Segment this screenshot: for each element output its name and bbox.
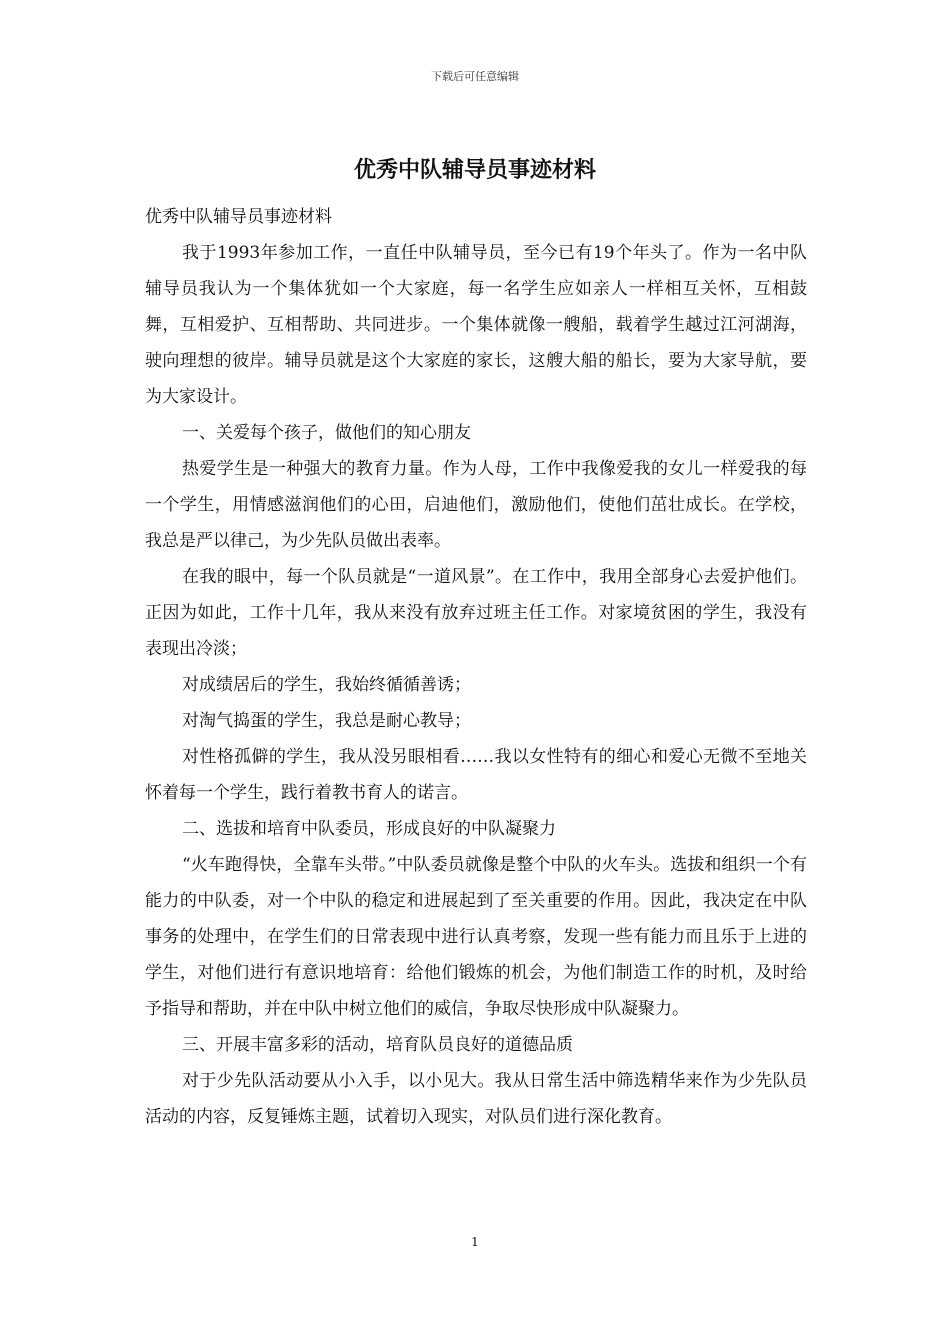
paragraph-intro: 我于1993年参加工作，一直任中队辅导员，至今已有19个年头了。作为一名中队辅导员我认为一个集体犹如一个大家庭，每一名学生应如亲人一样相互关怀，互相鼓舞，互相爱护、互相帮助、共同进步。一个集体就像一艘船，载着学生越过江河湖海，驶向理想的彼岸。辅导员就是这个大家庭的家长，这艘大船的船长，要为大家导航，要为大家设计。 (145, 243, 807, 407)
section-heading-3: 三、开展丰富多彩的活动，培育队员良好的道德品质 (182, 1035, 573, 1055)
document-subtitle: 优秀中队辅导员事迹材料 (145, 207, 332, 227)
paragraph-lonely: 对性格孤僻的学生，我从没另眼相看……我以女性特有的细心和爱心无微不至地关怀着每一个学生，践行着教书育人的诺言。 (145, 747, 807, 803)
section-heading-2: 二、选拔和培育中队委员，形成良好的中队凝聚力 (182, 819, 556, 839)
paragraph-grades: 对成绩居后的学生，我始终循循善诱； (182, 675, 471, 695)
paragraph-committee: “火车跑得快，全靠车头带。”中队委员就像是整个中队的火车头。选拔和组织一个有能力的中队委，对一个中队的稳定和进展起到了至关重要的作用。因此，我决定在中队事务的处理中，在学生们的日常表现中进行认真考察，发现一些有能力而且乐于上进的学生，对他们进行有意识地培育：给他们锻炼的机会，为他们制造工作的时机，及时给予指导和帮助，并在中队中树立他们的威信，争取尽快形成中队凝聚力。 (145, 855, 807, 1019)
document-title: 优秀中队辅导员事迹材料 (353, 157, 596, 183)
paragraph-love: 热爱学生是一种强大的教育力量。作为人母，工作中我像爱我的女儿一样爱我的每一个学生，用情感滋润他们的心田，启迪他们，激励他们，使他们茁壮成长。在学校，我总是严以律己，为少先队员做出表率。 (145, 459, 807, 551)
page-number: 1 (471, 1235, 479, 1249)
document-body (145, 199, 807, 1135)
paragraph-activities: 对于少先队活动要从小入手，以小见大。我从日常生活中筛选精华来作为少先队员活动的内容，反复锤炼主题，试着切入现实，对队员们进行深化教育。 (145, 1071, 807, 1127)
paragraph-naughty: 对淘气捣蛋的学生，我总是耐心教导； (182, 711, 471, 731)
download-note: 下载后可任意编辑 (431, 70, 519, 83)
paragraph-scenery: 在我的眼中，每一个队员就是“一道风景”。在工作中，我用全部身心去爱护他们。正因为如此，工作十几年，我从来没有放弃过班主任工作。对家境贫困的学生，我没有表现出冷淡； (145, 567, 807, 659)
section-heading-1: 一、关爱每个孩子，做他们的知心朋友 (182, 423, 471, 443)
